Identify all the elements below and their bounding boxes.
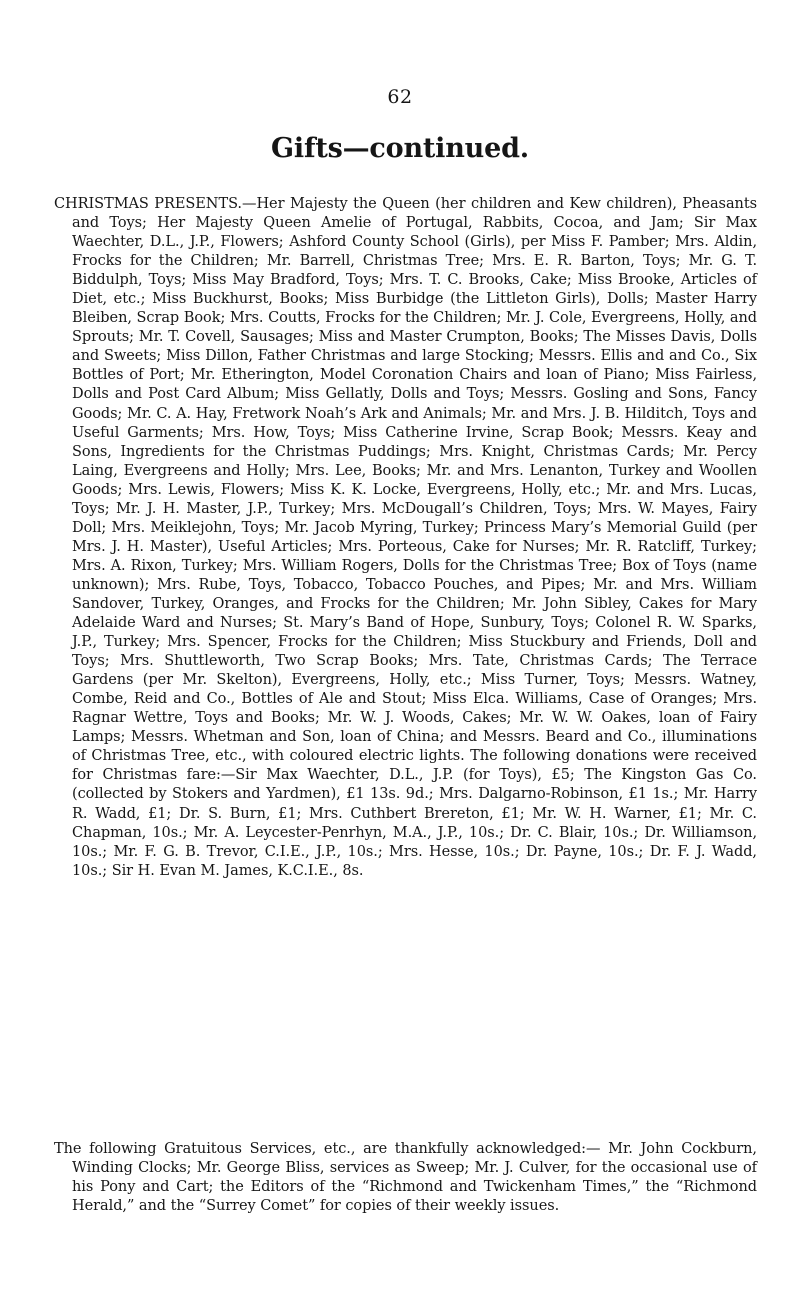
paragraph-gratuitous-services: The following Gratuitous Services, etc., are thankfully acknowledged:— Mr. John Cockburn, Winding Clocks; Mr. George Bliss, services as Sweep; Mr. J. Culver, for the occasional use of his Pony and Cart; the Editors of the “Richmond and Twickenham Times,” the “Richmond Herald,” and the “Surrey Comet” for copies of their weekly issues.: [54, 1141, 757, 1215]
paragraph-christmas-presents: CHRISTMAS PRESENTS.—Her Majesty the Queen (her children and Kew children), Pheasants and Toys; Her Majesty Queen Amelie of Portugal, Rabbits, Cocoa, and Jam; Sir Max Waechter, D.L., J.P., Flowers; Ashford County School (Girls), per Miss F. Pamber; Mrs. Aldin, Frocks for the Children; Mr. Barrell, Christmas Tree; Mrs. E. R. Barton, Toys; Mr. G. T. Biddulph, Toys; Miss May Bradford, Toys; Mrs. T. C. Brooks, Cake; Miss Brooke, Articles of Diet, etc.; Miss Buckhurst, Books; Miss Burbidge (the Littleton Girls), Dolls; Master Harry Bleiben, Scrap Book; Mrs. Coutts, Frocks for the Children; Mr. J. Cole, Evergreens, Holly, and Sprouts; Mr. T. Covell, Sausages; Miss and Master Crumpton, Books; The Misses Davis, Dolls and Sweets; Miss Dillon, Father Christmas and large Stocking; Messrs. Ellis and and Co., Six Bottles of Port; Mr. Etherington, Model Coronation Chairs and loan of Piano; Miss Fairless, Dolls and Post Card Album; Miss Gellatly, Dolls and Toys; Messrs. Gosling and Sons, Fancy Goods; Mr. C. A. Hay, Fretwork Noah’s Ark and Animals; Mr. and Mrs. J. B. Hilditch, Toys and Useful Garments; Mrs. How, Toys; Miss Catherine Irvine, Scrap Book; Messrs. Keay and Sons, Ingredients for the Christmas Puddings; Mrs. Knight, Christmas Cards; Mr. Percy Laing, Evergreens and Holly; Mrs. Lee, Books; Mr. and Mrs. Lenanton, Turkey and Woollen Goods; Mrs. Lewis, Flowers; Miss K. K. Locke, Evergreens, Holly, etc.; Mr. and Mrs. Lucas, Toys; Mr. J. H. Master, J.P., Turkey; Mrs. McDougall’s Children, Toys; Mrs. W. Mayes, Fairy Doll; Mrs. Meiklejohn, Toys; Mr. Jacob Myring, Turkey; Princess Mary’s Memorial Guild (per Mrs. J. H. Master), Useful Articles; Mrs. Porteous, Cake for Nurses; Mr. R. Ratcliff, Turkey; Mrs. A. Rixon, Turkey; Mrs. William Rogers, Dolls for the Christmas Tree; Box of Toys (name unknown); Mrs. Rube, Toys, Tobacco, Tobacco Pouches, and Pipes; Mr. and Mrs. William Sandover, Turkey, Oranges, and Frocks for the Children; Mr. John Sibley, Cakes for Mary Adelaide Ward and Nurses; St. Mary’s Band of Hope, Sunbury, Toys; Colonel R. W. Sparks, J.P., Turkey; Mrs. Spencer, Frocks for the Children; Miss Stuckbury and Friends, Doll and Toys; Mrs. Shuttleworth, Two Scrap Books; Mrs. Tate, Christmas Cards; The Terrace Gardens (per Mr. Skelton), Evergreens, Holly, etc.; Miss Turner, Toys; Messrs. Watney, Combe, Reid and Co., Bottles of Ale and Stout; Miss Elca. Williams, Case of Oranges; Mrs. Ragnar Wettre, Toys and Books; Mr. W. J. Woods, Cakes; Mr. W. W. Oakes, loan of Fairy Lamps; Messrs. Whetman and Son, loan of China; and Messrs. Beard and Co., illuminations of Christmas Tree, etc., with coloured electric lights. The following donations were received for Christmas fare:—Sir Max Waechter, D.L., J.P. (for Toys), £5; The Kingston Gas Co. (collected by Stokers and Yardmen), £1 13s. 9d.; Mrs. Dalgarno-Robinson, £1 1s.; Mr. Harry R. Wadd, £1; Dr. S. Burn, £1; Mrs. Cuthbert Brereton, £1; Mr. W. H. Warner, £1; Mr. C. Chapman, 10s.; Mr. A. Leycester-Penrhyn, M.A., J.P., 10s.; Dr. C. Blair, 10s.; Dr. Williamson, 10s.; Mr. F. G. B. Trevor, C.I.E., J.P., 10s.; Mrs. Hesse, 10s.; Dr. Payne, 10s.; Dr. F. J. Wadd, 10s.; Sir H. Evan M. James, K.C.I.E., 8s.: [54, 196, 757, 879]
page-number: 62: [387, 86, 413, 108]
section-heading: Gifts—continued.: [271, 133, 529, 164]
